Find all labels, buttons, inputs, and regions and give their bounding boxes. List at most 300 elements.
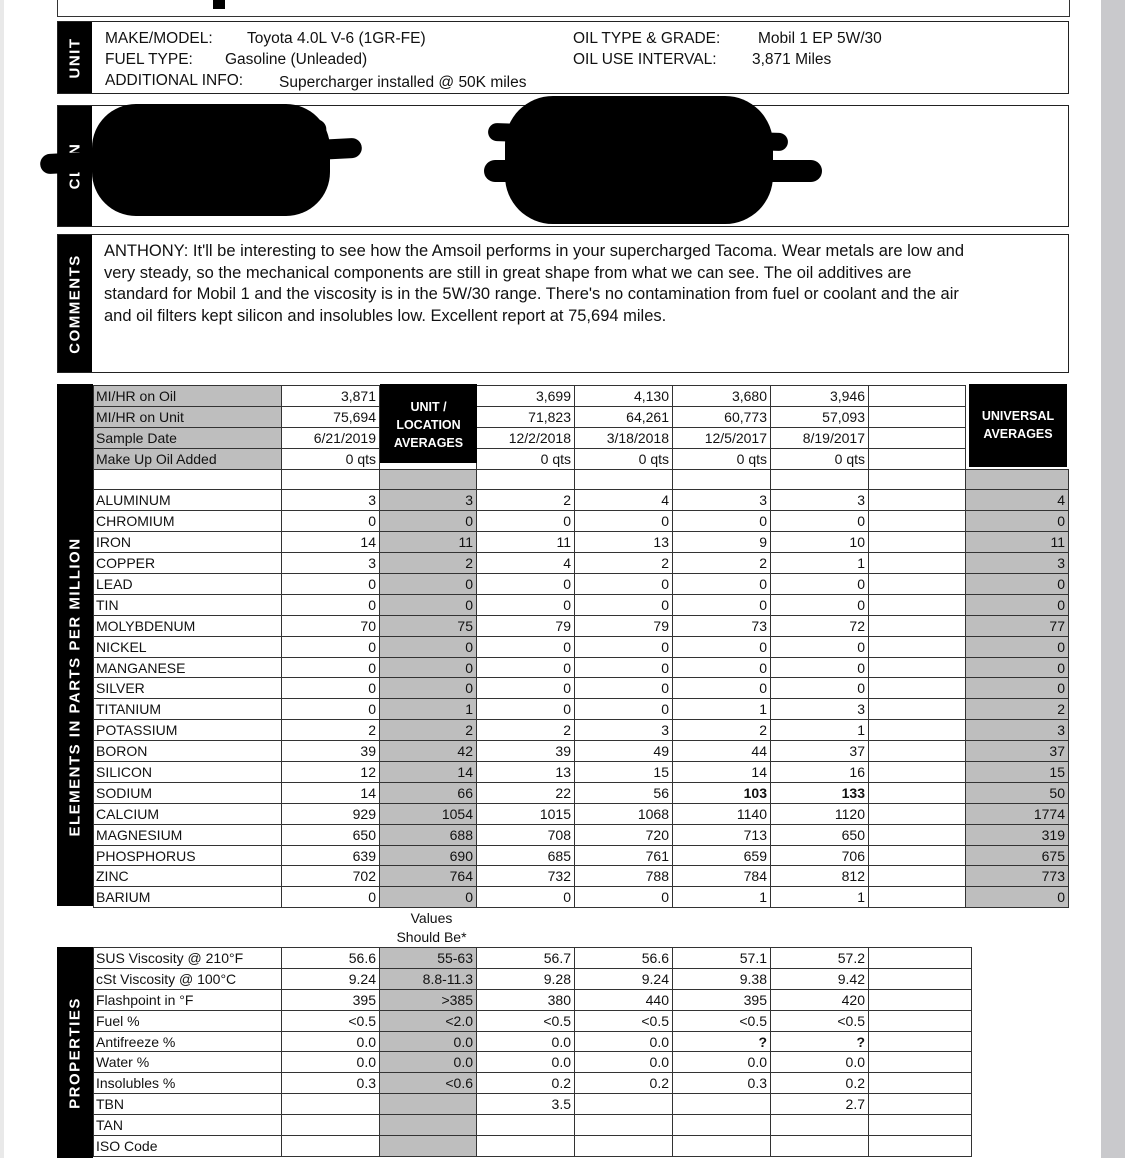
element-empty bbox=[869, 803, 966, 824]
property-empty bbox=[869, 948, 972, 969]
property-s3: 0.3 bbox=[673, 1073, 771, 1094]
element-s4: 3 bbox=[771, 699, 869, 720]
property-empty bbox=[869, 1115, 972, 1136]
element-univ: 3 bbox=[966, 553, 1069, 574]
element-current: 0 bbox=[282, 511, 380, 532]
property-empty bbox=[869, 989, 972, 1010]
element-univ: 675 bbox=[966, 845, 1069, 866]
element-s1: 0 bbox=[477, 678, 575, 699]
element-avg: 42 bbox=[380, 741, 477, 762]
page-edge-right bbox=[1101, 0, 1125, 1158]
meta-row bbox=[94, 448, 1069, 469]
element-s3: 103 bbox=[673, 782, 771, 803]
element-label: CHROMIUM bbox=[94, 511, 282, 532]
meta-s4: 57,093 bbox=[771, 406, 869, 427]
element-s3: 2 bbox=[673, 553, 771, 574]
property-s4: 2.7 bbox=[771, 1094, 869, 1115]
element-s2: 0 bbox=[575, 574, 673, 595]
element-avg: 0 bbox=[380, 574, 477, 595]
element-avg: 764 bbox=[380, 866, 477, 887]
element-label: LEAD bbox=[94, 574, 282, 595]
element-avg: 690 bbox=[380, 845, 477, 866]
element-empty bbox=[869, 866, 966, 887]
element-s2: 15 bbox=[575, 762, 673, 783]
element-s3: 0 bbox=[673, 511, 771, 532]
element-s4: 10 bbox=[771, 532, 869, 553]
element-s3: 1 bbox=[673, 887, 771, 908]
property-s1: 3.5 bbox=[477, 1094, 575, 1115]
property-should: 8.8-11.3 bbox=[380, 968, 477, 989]
element-s1: 1015 bbox=[477, 803, 575, 824]
element-row bbox=[94, 532, 1069, 553]
element-univ: 3 bbox=[966, 720, 1069, 741]
elements-panel bbox=[57, 384, 1067, 906]
meta-label: MI/HR on Oil bbox=[94, 386, 282, 407]
property-current bbox=[282, 1136, 380, 1157]
element-avg: 1054 bbox=[380, 803, 477, 824]
element-s2: 0 bbox=[575, 699, 673, 720]
element-univ: 15 bbox=[966, 762, 1069, 783]
property-s1: 9.28 bbox=[477, 968, 575, 989]
element-s3: 1 bbox=[673, 699, 771, 720]
element-s4: 0 bbox=[771, 657, 869, 678]
element-avg: 0 bbox=[380, 887, 477, 908]
element-s3: 73 bbox=[673, 615, 771, 636]
property-s3: 57.1 bbox=[673, 948, 771, 969]
element-univ: 319 bbox=[966, 824, 1069, 845]
property-label: ISO Code bbox=[94, 1136, 282, 1157]
element-empty bbox=[869, 720, 966, 741]
properties-sidebar bbox=[57, 947, 93, 1158]
universal-averages-line1: UNIVERSAL bbox=[981, 409, 1055, 423]
element-row bbox=[94, 866, 1069, 887]
element-s1: 79 bbox=[477, 615, 575, 636]
unit-location-averages-header bbox=[380, 384, 477, 463]
property-current: 0.0 bbox=[282, 1031, 380, 1052]
element-label: TITANIUM bbox=[94, 699, 282, 720]
property-s4: ? bbox=[771, 1031, 869, 1052]
element-avg: 3 bbox=[380, 490, 477, 511]
element-univ: 0 bbox=[966, 678, 1069, 699]
properties-table bbox=[93, 947, 972, 1157]
elements-sidebar bbox=[57, 384, 93, 906]
property-current: <0.5 bbox=[282, 1010, 380, 1031]
meta-s4: 3,946 bbox=[771, 386, 869, 407]
element-label: BORON bbox=[94, 741, 282, 762]
property-row bbox=[94, 989, 972, 1010]
page-edge-left bbox=[0, 0, 4, 1158]
element-s2: 0 bbox=[575, 511, 673, 532]
property-s4 bbox=[771, 1136, 869, 1157]
property-empty bbox=[869, 1073, 972, 1094]
element-label: POTASSIUM bbox=[94, 720, 282, 741]
properties-section-label: PROPERTIES bbox=[66, 996, 84, 1109]
property-s3 bbox=[673, 1115, 771, 1136]
element-avg: 75 bbox=[380, 615, 477, 636]
element-avg: 66 bbox=[380, 782, 477, 803]
element-s1: 708 bbox=[477, 824, 575, 845]
element-current: 2 bbox=[282, 720, 380, 741]
element-current: 12 bbox=[282, 762, 380, 783]
element-row bbox=[94, 490, 1069, 511]
element-s1: 22 bbox=[477, 782, 575, 803]
property-s1 bbox=[477, 1136, 575, 1157]
property-s3: 0.0 bbox=[673, 1052, 771, 1073]
element-empty bbox=[869, 887, 966, 908]
element-s4: 72 bbox=[771, 615, 869, 636]
property-should bbox=[380, 1136, 477, 1157]
property-current: 0.0 bbox=[282, 1052, 380, 1073]
meta-label: Sample Date bbox=[94, 427, 282, 448]
meta-s2: 4,130 bbox=[575, 386, 673, 407]
property-s4 bbox=[771, 1115, 869, 1136]
gap-s3 bbox=[673, 469, 771, 490]
element-s3: 14 bbox=[673, 762, 771, 783]
property-s1: 0.0 bbox=[477, 1052, 575, 1073]
meta-s2: 3/18/2018 bbox=[575, 427, 673, 448]
property-empty bbox=[869, 1136, 972, 1157]
element-label: BARIUM bbox=[94, 887, 282, 908]
element-s3: 784 bbox=[673, 866, 771, 887]
meta-current: 75,694 bbox=[282, 406, 380, 427]
property-s2: 0.0 bbox=[575, 1052, 673, 1073]
element-label: COPPER bbox=[94, 553, 282, 574]
meta-empty bbox=[869, 427, 966, 448]
element-current: 3 bbox=[282, 490, 380, 511]
element-row bbox=[94, 762, 1069, 783]
property-row bbox=[94, 948, 972, 969]
element-s1: 0 bbox=[477, 574, 575, 595]
property-s3: 395 bbox=[673, 989, 771, 1010]
property-empty bbox=[869, 968, 972, 989]
element-current: 0 bbox=[282, 574, 380, 595]
property-row bbox=[94, 1094, 972, 1115]
element-empty bbox=[869, 824, 966, 845]
element-univ: 11 bbox=[966, 532, 1069, 553]
meta-label: Make Up Oil Added bbox=[94, 448, 282, 469]
element-univ: 2 bbox=[966, 699, 1069, 720]
header-strip bbox=[57, 0, 1070, 17]
property-should: 55-63 bbox=[380, 948, 477, 969]
property-s4: 0.0 bbox=[771, 1052, 869, 1073]
property-label: Insolubles % bbox=[94, 1073, 282, 1094]
property-s2: 440 bbox=[575, 989, 673, 1010]
universal-averages-line2: AVERAGES bbox=[983, 427, 1053, 441]
property-s4: <0.5 bbox=[771, 1010, 869, 1031]
element-s2: 3 bbox=[575, 720, 673, 741]
element-univ: 77 bbox=[966, 615, 1069, 636]
property-s2 bbox=[575, 1115, 673, 1136]
meta-s1: 71,823 bbox=[477, 406, 575, 427]
element-current: 702 bbox=[282, 866, 380, 887]
property-s1: <0.5 bbox=[477, 1010, 575, 1031]
unit-location-averages-line1: UNIT / bbox=[410, 400, 447, 414]
gap-s4 bbox=[771, 469, 869, 490]
property-s4: 0.2 bbox=[771, 1073, 869, 1094]
gap-univ bbox=[966, 469, 1069, 490]
meta-current: 3,871 bbox=[282, 386, 380, 407]
element-s1: 11 bbox=[477, 532, 575, 553]
element-label: SILVER bbox=[94, 678, 282, 699]
element-row bbox=[94, 741, 1069, 762]
property-should: >385 bbox=[380, 989, 477, 1010]
redaction-right-stroke bbox=[484, 160, 822, 182]
element-avg: 0 bbox=[380, 511, 477, 532]
element-empty bbox=[869, 845, 966, 866]
element-univ: 0 bbox=[966, 887, 1069, 908]
property-s4: 57.2 bbox=[771, 948, 869, 969]
element-s1: 2 bbox=[477, 490, 575, 511]
element-avg: 1 bbox=[380, 699, 477, 720]
element-label: SILICON bbox=[94, 762, 282, 783]
property-should: 0.0 bbox=[380, 1052, 477, 1073]
gap-empty bbox=[869, 469, 966, 490]
property-current: 9.24 bbox=[282, 968, 380, 989]
element-current: 0 bbox=[282, 887, 380, 908]
gap-label bbox=[94, 469, 282, 490]
meta-s1: 3,699 bbox=[477, 386, 575, 407]
element-current: 650 bbox=[282, 824, 380, 845]
element-row bbox=[94, 636, 1069, 657]
meta-current: 6/21/2019 bbox=[282, 427, 380, 448]
property-current: 0.3 bbox=[282, 1073, 380, 1094]
element-s4: 706 bbox=[771, 845, 869, 866]
element-current: 39 bbox=[282, 741, 380, 762]
element-current: 0 bbox=[282, 636, 380, 657]
property-should: 0.0 bbox=[380, 1031, 477, 1052]
element-s4: 133 bbox=[771, 782, 869, 803]
meta-row bbox=[94, 386, 1069, 407]
element-empty bbox=[869, 594, 966, 615]
oil-use-label: OIL USE INTERVAL: bbox=[573, 51, 717, 68]
property-s2 bbox=[575, 1136, 673, 1157]
element-s4: 650 bbox=[771, 824, 869, 845]
element-s4: 812 bbox=[771, 866, 869, 887]
element-s4: 0 bbox=[771, 678, 869, 699]
element-row bbox=[94, 782, 1069, 803]
element-empty bbox=[869, 741, 966, 762]
additional-info-value: Supercharger installed @ 50K miles bbox=[279, 74, 527, 91]
element-avg: 11 bbox=[380, 532, 477, 553]
element-row bbox=[94, 553, 1069, 574]
property-s1: 380 bbox=[477, 989, 575, 1010]
element-s4: 1120 bbox=[771, 803, 869, 824]
meta-row bbox=[94, 406, 1069, 427]
element-s1: 13 bbox=[477, 762, 575, 783]
property-s1: 0.0 bbox=[477, 1031, 575, 1052]
element-s3: 0 bbox=[673, 636, 771, 657]
element-current: 70 bbox=[282, 615, 380, 636]
property-s3: ? bbox=[673, 1031, 771, 1052]
element-s4: 0 bbox=[771, 574, 869, 595]
gap-avg bbox=[380, 469, 477, 490]
property-empty bbox=[869, 1010, 972, 1031]
element-current: 14 bbox=[282, 782, 380, 803]
header-mark bbox=[213, 0, 225, 9]
element-s2: 13 bbox=[575, 532, 673, 553]
element-row bbox=[94, 824, 1069, 845]
element-current: 639 bbox=[282, 845, 380, 866]
element-row bbox=[94, 720, 1069, 741]
element-current: 929 bbox=[282, 803, 380, 824]
element-empty bbox=[869, 511, 966, 532]
elements-section-label: ELEMENTS IN PARTS PER MILLION bbox=[66, 537, 84, 837]
property-row bbox=[94, 1052, 972, 1073]
element-univ: 0 bbox=[966, 657, 1069, 678]
element-s4: 16 bbox=[771, 762, 869, 783]
meta-empty bbox=[869, 406, 966, 427]
element-s3: 3 bbox=[673, 490, 771, 511]
property-s1 bbox=[477, 1115, 575, 1136]
element-s4: 1 bbox=[771, 553, 869, 574]
property-s2: 0.2 bbox=[575, 1073, 673, 1094]
element-s4: 1 bbox=[771, 720, 869, 741]
element-s3: 0 bbox=[673, 594, 771, 615]
gap-s2 bbox=[575, 469, 673, 490]
property-current bbox=[282, 1115, 380, 1136]
property-row bbox=[94, 1136, 972, 1157]
property-s2: 0.0 bbox=[575, 1031, 673, 1052]
property-s4: 420 bbox=[771, 989, 869, 1010]
gap-current bbox=[282, 469, 380, 490]
element-s4: 0 bbox=[771, 594, 869, 615]
property-label: SUS Viscosity @ 210°F bbox=[94, 948, 282, 969]
meta-s1: 12/2/2018 bbox=[477, 427, 575, 448]
element-row bbox=[94, 657, 1069, 678]
element-s1: 0 bbox=[477, 887, 575, 908]
element-avg: 0 bbox=[380, 678, 477, 699]
meta-empty bbox=[869, 386, 966, 407]
element-avg: 688 bbox=[380, 824, 477, 845]
property-label: Flashpoint in °F bbox=[94, 989, 282, 1010]
make-model-value: Toyota 4.0L V-6 (1GR-FE) bbox=[247, 30, 426, 47]
values-note-line1: Values bbox=[410, 910, 453, 926]
element-s3: 0 bbox=[673, 574, 771, 595]
element-s1: 4 bbox=[477, 553, 575, 574]
element-s1: 685 bbox=[477, 845, 575, 866]
element-empty bbox=[869, 532, 966, 553]
property-label: Fuel % bbox=[94, 1010, 282, 1031]
element-s2: 4 bbox=[575, 490, 673, 511]
property-s3 bbox=[673, 1094, 771, 1115]
element-s4: 1 bbox=[771, 887, 869, 908]
element-s3: 1140 bbox=[673, 803, 771, 824]
meta-s3: 60,773 bbox=[673, 406, 771, 427]
element-univ: 0 bbox=[966, 636, 1069, 657]
element-empty bbox=[869, 490, 966, 511]
meta-s3: 0 qts bbox=[673, 448, 771, 469]
property-should bbox=[380, 1094, 477, 1115]
element-current: 0 bbox=[282, 657, 380, 678]
additional-info-label: ADDITIONAL INFO: bbox=[105, 72, 244, 89]
element-row bbox=[94, 845, 1069, 866]
property-s3: 9.38 bbox=[673, 968, 771, 989]
element-s3: 713 bbox=[673, 824, 771, 845]
element-empty bbox=[869, 678, 966, 699]
property-s2: 56.6 bbox=[575, 948, 673, 969]
meta-s4: 8/19/2017 bbox=[771, 427, 869, 448]
property-row bbox=[94, 1073, 972, 1094]
element-empty bbox=[869, 657, 966, 678]
element-s4: 0 bbox=[771, 511, 869, 532]
element-avg: 0 bbox=[380, 594, 477, 615]
property-label: TBN bbox=[94, 1094, 282, 1115]
element-univ: 773 bbox=[966, 866, 1069, 887]
element-empty bbox=[869, 574, 966, 595]
element-univ: 0 bbox=[966, 574, 1069, 595]
element-s3: 0 bbox=[673, 657, 771, 678]
element-s2: 79 bbox=[575, 615, 673, 636]
element-empty bbox=[869, 636, 966, 657]
property-s1: 56.7 bbox=[477, 948, 575, 969]
element-row bbox=[94, 594, 1069, 615]
element-empty bbox=[869, 782, 966, 803]
element-current: 0 bbox=[282, 699, 380, 720]
meta-current: 0 qts bbox=[282, 448, 380, 469]
meta-s1: 0 qts bbox=[477, 448, 575, 469]
element-s3: 659 bbox=[673, 845, 771, 866]
property-row bbox=[94, 968, 972, 989]
element-s1: 39 bbox=[477, 741, 575, 762]
property-s2 bbox=[575, 1094, 673, 1115]
element-row bbox=[94, 803, 1069, 824]
property-should: <2.0 bbox=[380, 1010, 477, 1031]
property-s2: <0.5 bbox=[575, 1010, 673, 1031]
element-label: SODIUM bbox=[94, 782, 282, 803]
element-current: 14 bbox=[282, 532, 380, 553]
property-row bbox=[94, 1031, 972, 1052]
element-current: 0 bbox=[282, 594, 380, 615]
element-current: 0 bbox=[282, 678, 380, 699]
property-current bbox=[282, 1094, 380, 1115]
property-should bbox=[380, 1115, 477, 1136]
element-univ: 4 bbox=[966, 490, 1069, 511]
property-s3 bbox=[673, 1136, 771, 1157]
comments-panel bbox=[57, 234, 1069, 373]
element-s2: 2 bbox=[575, 553, 673, 574]
element-empty bbox=[869, 699, 966, 720]
meta-empty bbox=[869, 448, 966, 469]
property-label: cSt Viscosity @ 100°C bbox=[94, 968, 282, 989]
universal-averages-header bbox=[969, 384, 1067, 467]
property-s1: 0.2 bbox=[477, 1073, 575, 1094]
unit-section-label: UNIT bbox=[66, 37, 84, 78]
gap-row bbox=[94, 469, 1069, 490]
property-s2: 9.24 bbox=[575, 968, 673, 989]
element-label: MAGNESIUM bbox=[94, 824, 282, 845]
property-empty bbox=[869, 1094, 972, 1115]
element-s2: 0 bbox=[575, 678, 673, 699]
element-s3: 44 bbox=[673, 741, 771, 762]
element-s3: 9 bbox=[673, 532, 771, 553]
element-s3: 0 bbox=[673, 678, 771, 699]
element-row bbox=[94, 615, 1069, 636]
meta-s2: 64,261 bbox=[575, 406, 673, 427]
element-label: MANGANESE bbox=[94, 657, 282, 678]
element-avg: 0 bbox=[380, 636, 477, 657]
element-label: IRON bbox=[94, 532, 282, 553]
element-row bbox=[94, 678, 1069, 699]
element-label: MOLYBDENUM bbox=[94, 615, 282, 636]
element-s1: 0 bbox=[477, 699, 575, 720]
elements-table bbox=[93, 385, 1069, 908]
values-should-be-note bbox=[380, 909, 483, 947]
element-row bbox=[94, 574, 1069, 595]
values-note-line2: Should Be* bbox=[396, 929, 467, 945]
fuel-type-label: FUEL TYPE: bbox=[105, 51, 193, 68]
element-label: ZINC bbox=[94, 866, 282, 887]
element-avg: 2 bbox=[380, 720, 477, 741]
